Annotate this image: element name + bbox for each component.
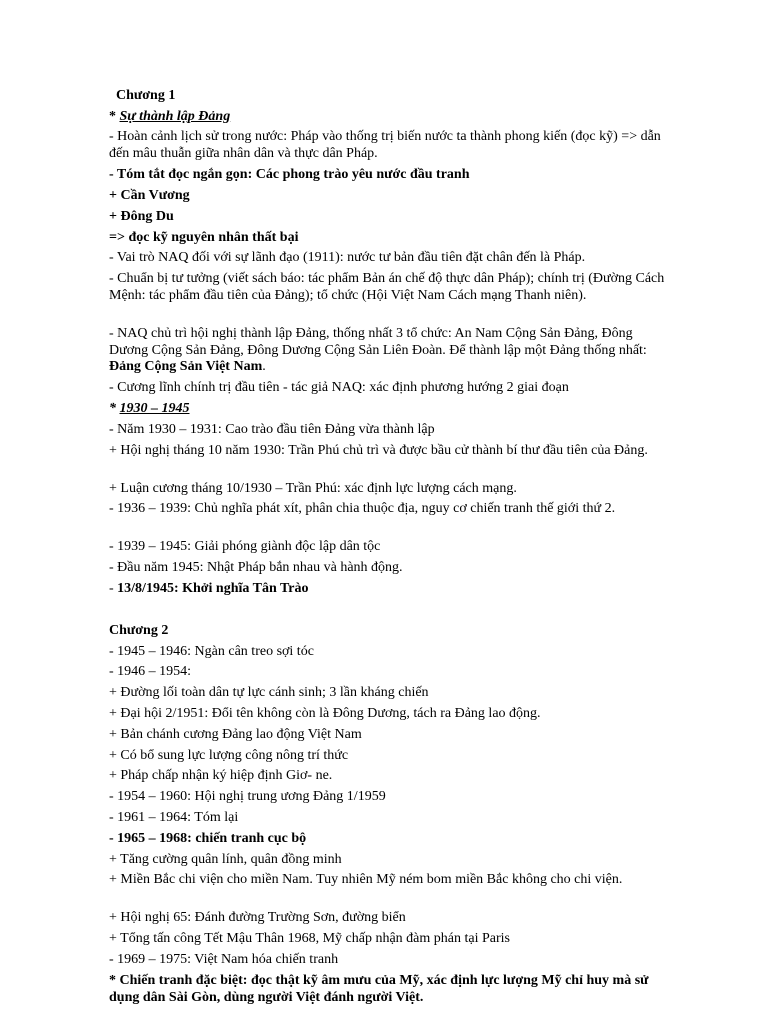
paragraph-bold-text: 13/8/1945: Khởi nghĩa Tân Trào xyxy=(117,581,309,596)
paragraph: + Cần Vương xyxy=(109,188,190,203)
paragraph: - Vai trò NAQ đối với sự lãnh đạo (1911): nước tư bản đầu tiên đặt chân đến là Pháp. xyxy=(109,250,586,265)
paragraph: - 1946 – 1954: xyxy=(109,664,192,679)
paragraph: + Bản chánh cương Đảng lao động Việt Nam xyxy=(109,727,362,742)
paragraph: - 1969 – 1975: Việt Nam hóa chiến tranh xyxy=(109,952,339,967)
paragraph: + Đại hội 2/1951: Đổi tên không còn là Đông Dương, tách ra Đảng lao động. xyxy=(109,706,541,721)
paragraph: + Tổng tấn công Tết Mậu Thân 1968, Mỹ chấp nhận đàm phán tại Paris xyxy=(109,931,510,946)
section-heading-text: 1930 – 1945 xyxy=(119,401,190,416)
paragraph: - Chuẩn bị tư tưởng (viết sách báo: tác phẩm Bản án chế độ thực dân Pháp); chính trị (Đường Cách Mệnh: tác phẩm đầu tiên của Đảng); tổ chức (Hội Việt Nam Cách mạng Thanh niên). xyxy=(109,271,665,303)
paragraph: + Hội nghị tháng 10 năm 1930: Trần Phú chủ trì và được bầu cử thành bí thư đầu tiên của Đảng. xyxy=(109,443,648,458)
paragraph: + Đông Du xyxy=(109,209,174,224)
paragraph: + Đường lối toàn dân tự lực cánh sinh; 3 lần kháng chiến xyxy=(109,685,429,700)
section-heading-founding xyxy=(109,109,669,126)
paragraph: + Có bổ sung lực lượng công nông trí thức xyxy=(109,748,349,763)
paragraph: + Tăng cường quân lính, quân đồng minh xyxy=(109,852,342,867)
chapter-1-title: Chương 1 xyxy=(116,88,176,103)
paragraph: + Pháp chấp nhận ký hiệp định Giơ- ne. xyxy=(109,768,333,783)
paragraph: + Hội nghị 65: Đánh đường Trường Sơn, đường biển xyxy=(109,910,406,925)
paragraph: - 1954 – 1960: Hội nghị trung ương Đảng 1/1959 xyxy=(109,789,386,804)
section-heading-1930-1945 xyxy=(109,401,669,418)
paragraph: => đọc kỹ nguyên nhân thất bại xyxy=(109,230,299,245)
paragraph: - 1965 – 1968: chiến tranh cục bộ xyxy=(109,831,307,846)
chapter-2-title: Chương 2 xyxy=(109,623,169,638)
paragraph: - 1945 – 1946: Ngàn cân treo sợi tóc xyxy=(109,644,314,659)
party-name: Đảng Cộng Sản Việt Nam xyxy=(109,359,263,374)
paragraph: - Đầu năm 1945: Nhật Pháp bắn nhau và hành động. xyxy=(109,560,403,575)
paragraph xyxy=(109,581,669,598)
paragraph: + Luận cương tháng 10/1930 – Trần Phú: xác định lực lượng cách mạng. xyxy=(109,481,517,496)
paragraph-end: . xyxy=(262,359,266,374)
bullet-star: * xyxy=(109,109,120,124)
paragraph-text: - xyxy=(109,581,118,596)
bullet-star: * xyxy=(109,401,120,416)
paragraph: - 1961 – 1964: Tóm lại xyxy=(109,810,239,825)
paragraph: - Năm 1930 – 1931: Cao trào đầu tiên Đảng vừa thành lập xyxy=(109,422,435,437)
section-heading-text: Sự thành lập Đảng xyxy=(119,109,231,124)
paragraph: - 1936 – 1939: Chủ nghĩa phát xít, phân chia thuộc địa, nguy cơ chiến tranh thế giới thứ 2. xyxy=(109,501,616,516)
paragraph: + Miền Bắc chi viện cho miền Nam. Tuy nhiên Mỹ ném bom miền Bắc không cho chi viện. xyxy=(109,872,623,887)
paragraph: - Hoàn cảnh lịch sử trong nước: Pháp vào thống trị biến nước ta thành phong kiến (đọc kỹ) => dẫn đến mâu thuẫn giữa nhân dân và thực dân Pháp. xyxy=(109,129,661,161)
paragraph: - Cương lĩnh chính trị đầu tiên - tác giả NAQ: xác định phương hướng 2 giai đoạn xyxy=(109,380,569,395)
paragraph xyxy=(109,326,669,376)
paragraph-text: - NAQ chủ trì hội nghị thành lập Đảng, thống nhất 3 tổ chức: An Nam Cộng Sản Đảng, Đông Dương Cộng Sản Đảng, Đông Dương Cộng Sản Liên Đoàn. Để thành lập một Đảng thống nhất: xyxy=(109,326,647,358)
paragraph: - 1939 – 1945: Giải phóng giành độc lập dân tộc xyxy=(109,539,381,554)
paragraph: * Chiến tranh đặc biệt: đọc thật kỹ âm mưu của Mỹ, xác định lực lượng Mỹ chỉ huy mà sử dụng dân Sài Gòn, dùng người Việt đánh người Việt. xyxy=(109,973,649,1005)
paragraph: - Tóm tắt đọc ngắn gọn: Các phong trào yêu nước đầu tranh xyxy=(109,167,470,182)
